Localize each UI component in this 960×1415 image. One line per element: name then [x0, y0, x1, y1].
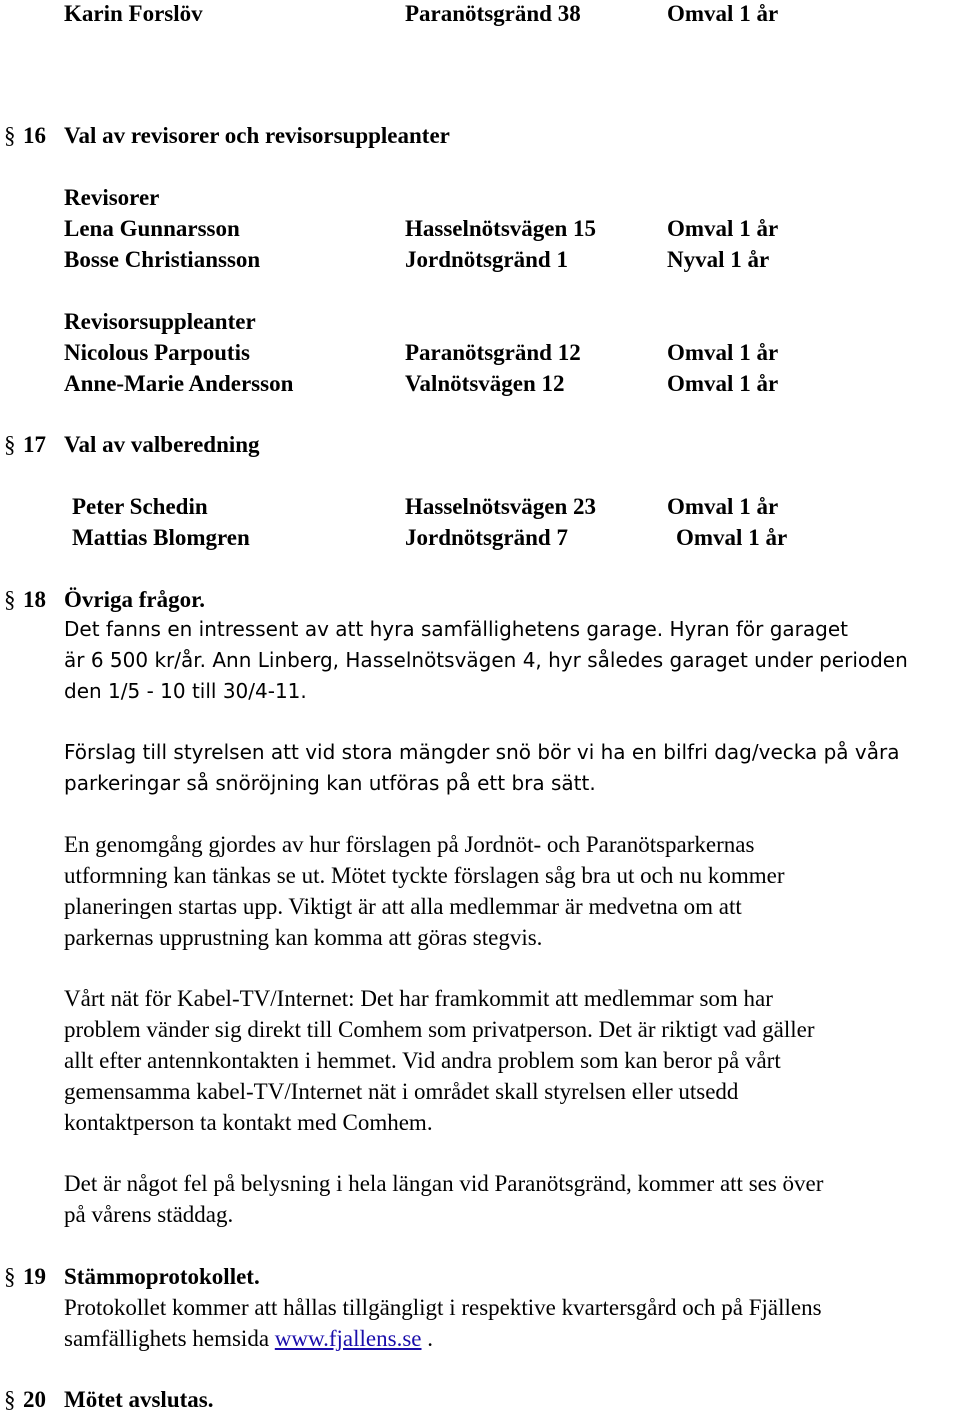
suppleant-1-address: Paranötsgränd 12: [405, 340, 581, 365]
paragraph-line: Det är något fel på belysning i hela längan vid Paranötsgränd, kommer att ses över: [64, 1171, 824, 1196]
section-19-number: 19: [23, 1264, 46, 1289]
section-16-symbol: §: [4, 123, 16, 148]
paragraph-line: på vårens städdag.: [64, 1202, 234, 1227]
suppleant-2-term: Omval 1 år: [667, 371, 779, 396]
revisor-1-name: Lena Gunnarsson: [64, 216, 240, 241]
valberedning-1-address: Hasselnötsvägen 23: [405, 494, 597, 519]
section-20-title: Mötet avslutas.: [64, 1387, 214, 1412]
revisor-2-term: Nyval 1 år: [667, 247, 770, 272]
section-16-title: Val av revisorer och revisorsuppleanter: [64, 123, 450, 148]
suppleant-1-name: Nicolous Parpoutis: [64, 340, 250, 365]
section-18-number: 18: [23, 587, 46, 612]
section-20-number: 20: [23, 1387, 46, 1412]
section-20-symbol: §: [4, 1387, 16, 1412]
top-row-term: Omval 1 år: [667, 1, 779, 26]
paragraph-line: utformning kan tänkas se ut. Mötet tyckte förslagen såg bra ut och nu kommer: [64, 863, 785, 888]
website-line: [64, 1323, 433, 1354]
valberedning-2-term: Omval 1 år: [676, 525, 788, 550]
website-line-suffix: .: [421, 1326, 433, 1351]
paragraph-line: kontaktperson ta kontakt med Comhem.: [64, 1110, 433, 1135]
website-line-prefix: samfällighets hemsida: [64, 1326, 275, 1351]
paragraph-line: allt efter antennkontakten i hemmet. Vid andra problem som kan beror på vårt: [64, 1048, 781, 1073]
valberedning-2-name: Mattias Blomgren: [72, 525, 250, 550]
paragraph-line: parkeringar så snöröjning kan utföras på ett bra sätt.: [64, 771, 596, 795]
suppleant-2-address: Valnötsvägen 12: [405, 371, 565, 396]
section-17-symbol: §: [4, 432, 16, 457]
paragraph-line: planeringen startas upp. Viktigt är att alla medlemmar är medvetna om att: [64, 894, 742, 919]
section-17-title: Val av valberedning: [64, 432, 260, 457]
section-19-title: Stämmoprotokollet.: [64, 1264, 260, 1289]
valberedning-1-term: Omval 1 år: [667, 494, 779, 519]
revisorer-heading: Revisorer: [64, 185, 160, 210]
suppleant-1-term: Omval 1 år: [667, 340, 779, 365]
paragraph-line: gemensamma kabel-TV/Internet nät i området skall styrelsen eller utsedd: [64, 1079, 739, 1104]
top-row-address: Paranötsgränd 38: [405, 1, 581, 26]
paragraph-line: problem vänder sig direkt till Comhem som privatperson. Det är riktigt vad gäller: [64, 1017, 815, 1042]
revisor-1-term: Omval 1 år: [667, 216, 779, 241]
website-link[interactable]: www.fjallens.se: [274, 1326, 422, 1351]
paragraph-line: den 1/5 - 10 till 30/4-11.: [64, 679, 307, 703]
suppleant-2-name: Anne-Marie Andersson: [64, 371, 294, 396]
valberedning-2-address: Jordnötsgränd 7: [405, 525, 568, 550]
paragraph-line: parkernas upprustning kan komma att göras stegvis.: [64, 925, 543, 950]
section-17-number: 17: [23, 432, 46, 457]
section-18-title: Övriga frågor.: [64, 587, 205, 612]
paragraph-line: Det fanns en intressent av att hyra samfällighetens garage. Hyran för garaget: [64, 617, 849, 641]
top-row-name: Karin Forslöv: [64, 1, 203, 26]
paragraph-line: En genomgång gjordes av hur förslagen på Jordnöt- och Paranötsparkernas: [64, 832, 755, 857]
paragraph-line: Protokollet kommer att hållas tillgängligt i respektive kvartersgård och på Fjällens: [64, 1295, 822, 1320]
revisor-2-name: Bosse Christiansson: [64, 247, 261, 272]
section-18-symbol: §: [4, 587, 16, 612]
section-19-symbol: §: [4, 1264, 16, 1289]
paragraph-line: Vårt nät för Kabel-TV/Internet: Det har framkommit att medlemmar som har: [64, 986, 773, 1011]
valberedning-1-name: Peter Schedin: [72, 494, 208, 519]
paragraph-line: är 6 500 kr/år. Ann Linberg, Hasselnötsvägen 4, hyr således garaget under perioden: [64, 648, 908, 672]
paragraph-line: Förslag till styrelsen att vid stora mängder snö bör vi ha en bilfri dag/vecka på våra: [64, 740, 900, 764]
suppleanter-heading: Revisorsuppleanter: [64, 309, 256, 334]
section-16-number: 16: [23, 123, 46, 148]
revisor-1-address: Hasselnötsvägen 15: [405, 216, 597, 241]
revisor-2-address: Jordnötsgränd 1: [405, 247, 568, 272]
